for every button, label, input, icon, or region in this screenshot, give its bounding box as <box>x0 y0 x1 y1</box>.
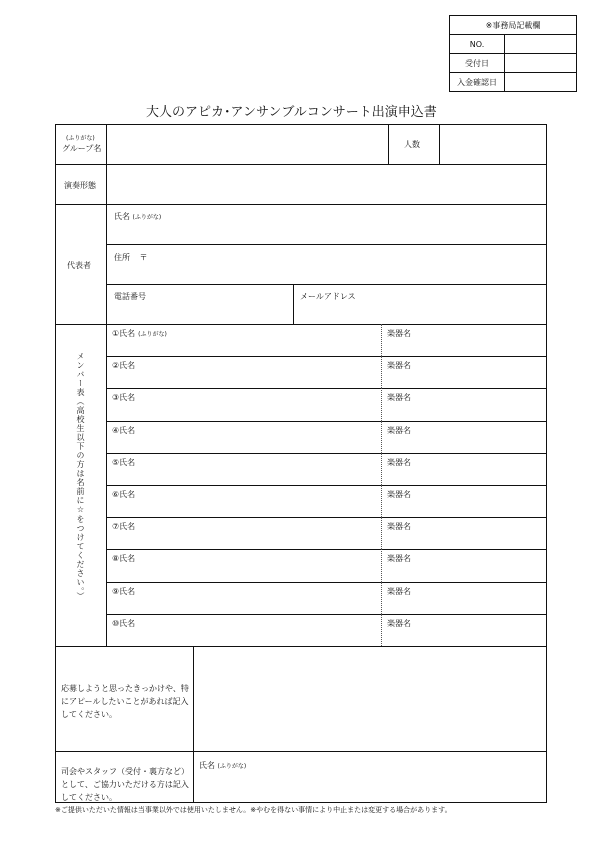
instrument-field[interactable] <box>382 549 547 581</box>
motivation-field[interactable] <box>194 647 546 751</box>
motivation-label: 応募しようと思ったきっかけや、特にアピールしたいことがあれば記入してください。 <box>61 684 189 719</box>
member-row <box>106 453 547 485</box>
member-name-field[interactable] <box>106 421 381 453</box>
member-name-text: ⑦氏名 <box>112 522 136 532</box>
instrument-field[interactable] <box>382 421 547 453</box>
member-row <box>106 356 547 388</box>
member-row <box>106 485 547 517</box>
member-name-field[interactable] <box>106 517 381 549</box>
instrument-field[interactable] <box>382 517 547 549</box>
member-row <box>106 582 547 614</box>
member-name-field[interactable] <box>106 614 381 646</box>
rep-name-furigana: (ふりがな) <box>132 214 162 221</box>
email-label: メールアドレス <box>300 292 356 301</box>
people-count-field[interactable] <box>440 125 546 164</box>
staff-name-furigana: (ふりがな) <box>217 763 247 770</box>
member-name-text: ④氏名 <box>112 425 136 435</box>
instrument-field[interactable] <box>382 485 547 517</box>
instrument-label: 楽器名 <box>387 490 411 499</box>
member-name-field[interactable] <box>106 356 381 388</box>
office-payment-confirm-field[interactable] <box>505 73 577 92</box>
phone-label: 電話番号 <box>114 292 146 301</box>
staff-name-text: 氏名 <box>199 761 215 770</box>
instrument-label: 楽器名 <box>387 329 411 338</box>
instrument-label: 楽器名 <box>387 586 411 596</box>
member-row <box>106 388 547 420</box>
member-name-text: ⑥氏名 <box>112 490 136 499</box>
phone-field[interactable] <box>107 285 293 324</box>
email-field[interactable] <box>294 285 546 324</box>
member-name-text: ⑧氏名 <box>112 554 136 564</box>
member-name-field[interactable] <box>106 453 381 485</box>
member-row <box>106 517 547 549</box>
member-table-label: メンバー表（高校生以下の方は名前に☆をつけてください。） <box>76 352 85 601</box>
rep-name-text: 氏名 <box>114 212 130 221</box>
instrument-label: 楽器名 <box>387 425 411 435</box>
office-no-field[interactable] <box>505 35 577 54</box>
performance-style-field[interactable] <box>107 165 546 204</box>
people-count-label: 人数 <box>404 140 420 149</box>
member-row <box>106 421 547 453</box>
member-name-text: ①氏名 <box>112 329 136 338</box>
rep-name-field[interactable] <box>107 205 546 244</box>
representative-label: 代表者 <box>67 261 91 270</box>
address-text: 住所 <box>114 253 130 262</box>
address-field[interactable] <box>107 245 546 284</box>
instrument-field[interactable] <box>382 356 547 388</box>
member-name-text: ③氏名 <box>112 393 136 403</box>
member-name-text: ②氏名 <box>112 361 136 371</box>
member-name-furigana: (ふりがな) <box>138 331 167 338</box>
office-no-label: NO. <box>450 35 505 54</box>
office-use-table <box>449 15 577 92</box>
member-row <box>106 614 547 646</box>
staff-label: 司会やスタッフ（受付・裏方など）として、ご協力いただける方は記入してください。 <box>61 767 189 802</box>
group-name-field[interactable] <box>107 125 388 164</box>
office-received-date-field[interactable] <box>505 54 577 73</box>
member-name-text: ⑩氏名 <box>112 618 136 628</box>
instrument-label: 楽器名 <box>387 393 411 403</box>
office-use-header: ※事務局記載欄 <box>450 16 577 35</box>
office-payment-confirm-label: 入金確認日 <box>450 73 505 92</box>
privacy-note: ※ご提供いただいた情報は当事業以外では使用いたしません。※やむを得ない事情により中止または変更する場合があります。 <box>55 806 452 814</box>
member-row <box>106 324 547 356</box>
member-name-field[interactable] <box>106 485 381 517</box>
instrument-field[interactable] <box>382 453 547 485</box>
staff-field[interactable] <box>194 752 546 802</box>
postal-mark: 〒 <box>139 253 148 262</box>
member-name-field[interactable] <box>106 582 381 614</box>
performance-style-label: 演奏形態 <box>64 181 96 190</box>
member-row <box>106 549 547 581</box>
group-name-label: グループ名 <box>62 144 102 153</box>
member-name-field[interactable] <box>106 388 381 420</box>
page-title: 大人のアピカ･アンサンブルコンサート出演申込書 <box>146 105 437 120</box>
instrument-field[interactable] <box>382 614 547 646</box>
member-name-field[interactable] <box>106 549 381 581</box>
instrument-field[interactable] <box>382 324 547 356</box>
group-furigana-label: (ふりがな) <box>66 135 95 142</box>
member-name-text: ⑤氏名 <box>112 457 136 467</box>
member-name-text: ⑨氏名 <box>112 586 136 596</box>
instrument-field[interactable] <box>382 582 547 614</box>
instrument-label: 楽器名 <box>387 457 411 467</box>
office-received-date-label: 受付日 <box>450 54 505 73</box>
member-name-field[interactable] <box>106 324 381 356</box>
instrument-label: 楽器名 <box>387 618 411 628</box>
instrument-field[interactable] <box>382 388 547 420</box>
instrument-label: 楽器名 <box>387 554 411 564</box>
instrument-label: 楽器名 <box>387 522 411 532</box>
instrument-label: 楽器名 <box>387 361 411 371</box>
